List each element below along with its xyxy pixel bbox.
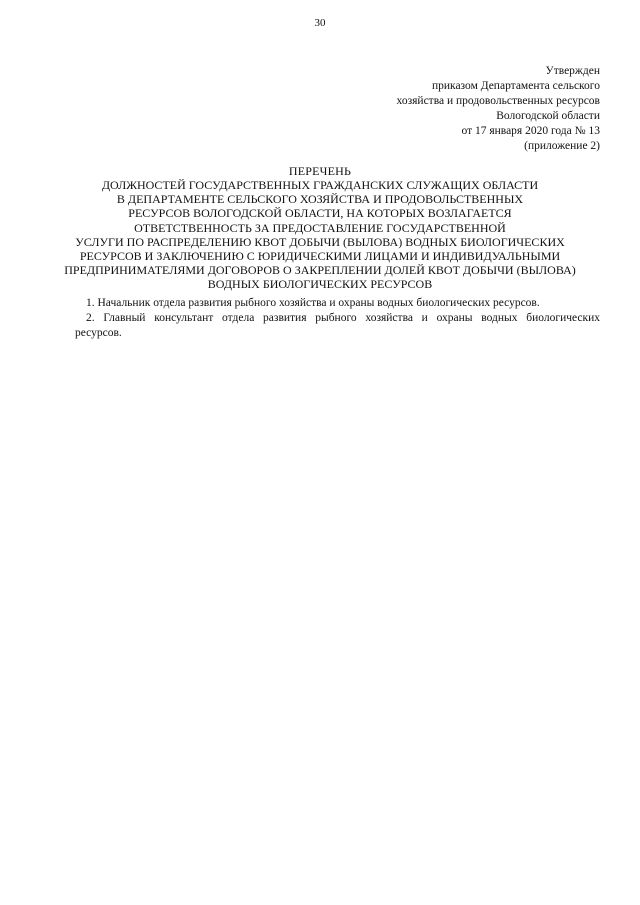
approval-line: приказом Департамента сельского (431, 80, 600, 92)
subtitle-line: ДОЛЖНОСТЕЙ ГОСУДАРСТВЕННЫХ ГРАЖДАНСКИХ СЛУЖАЩИХ ОБЛАСТИ (101, 178, 539, 192)
approval-line: (приложение 2) (524, 140, 600, 152)
subtitle-line: РЕСУРСОВ ВОЛОГОДСКОЙ ОБЛАСТИ, НА КОТОРЫХ ВОЗЛАГАЕТСЯ (128, 206, 512, 221)
list-item-text: 1. Начальник отдела развития рыбного хозяйства и охраны водных биологических ресурсов. (86, 297, 540, 309)
document-title: ПЕРЕЧЕНЬ (288, 164, 352, 178)
list-item (76, 311, 600, 341)
subtitle-line: ВОДНЫХ БИОЛОГИЧЕСКИХ РЕСУРСОВ (207, 277, 433, 292)
list-item-continuation: ресурсов. (75, 327, 122, 339)
page-number: 30 (314, 17, 326, 29)
approval-line: Утвержден (545, 65, 600, 77)
document-heading (60, 164, 580, 292)
approval-line: от 17 января 2020 года № 13 (461, 125, 600, 137)
subtitle-line: ОТВЕТСТВЕННОСТЬ ЗА ПРЕДОСТАВЛЕНИЕ ГОСУДАРСТВЕННОЙ (134, 220, 506, 235)
subtitle-line: В ДЕПАРТАМЕНТЕ СЕЛЬСКОГО ХОЗЯЙСТВА И ПРОДОВОЛЬСТВЕННЫХ (116, 192, 524, 207)
approval-block (300, 64, 600, 154)
subtitle-line: РЕСУРСОВ И ЗАКЛЮЧЕНИЮ С ЮРИДИЧЕСКИМИ ЛИЦАМИ И ИНДИВИДУАЛЬНЫМИ (79, 249, 561, 264)
approval-line: Вологодской области (496, 110, 600, 122)
positions-list (76, 296, 600, 341)
document-subtitle (60, 178, 580, 292)
subtitle-line: УСЛУГИ ПО РАСПРЕДЕЛЕНИЮ КВОТ ДОБЫЧИ (ВЫЛОВА) ВОДНЫХ БИОЛОГИЧЕСКИХ (75, 234, 565, 249)
subtitle-line: ПРЕДПРИНИМАТЕЛЯМИ ДОГОВОРОВ О ЗАКРЕПЛЕНИИ ДОЛЕЙ КВОТ ДОБЫЧИ (ВЫЛОВА) (64, 263, 576, 278)
approval-line: хозяйства и продовольственных ресурсов (396, 95, 600, 107)
list-item (76, 296, 600, 311)
list-item-text: 2. Главный консультант отдела развития рыбного хозяйства и охраны водных биологических (86, 312, 600, 324)
